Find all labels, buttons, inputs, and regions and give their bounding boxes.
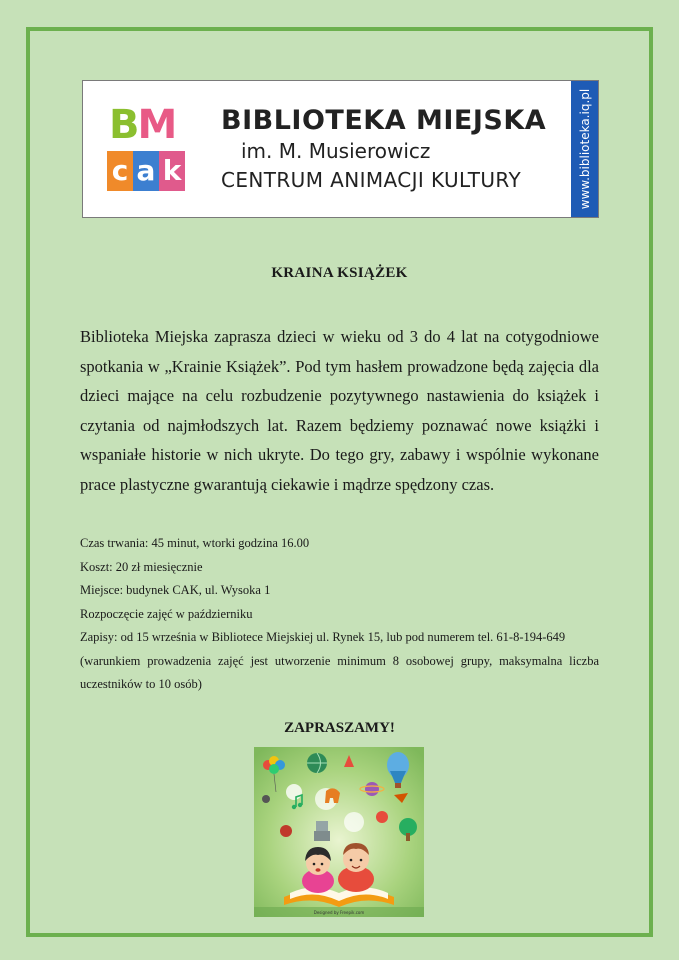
planet-icon	[365, 782, 379, 796]
page-title: KRAINA KSIĄŻEK	[271, 265, 408, 281]
bm-cak-logo	[107, 102, 197, 197]
detail-signup: Zapisy: od 15 września w Bibliotece Miejskiej ul. Rynek 15, lub pod numerem tel. 61-8-194-649	[80, 630, 566, 644]
detail-start: Rozpoczęcie zajęć w październiku	[80, 606, 253, 621]
logo-cak	[107, 151, 185, 191]
org-name-line3: CENTRUM ANIMACJI KULTURY	[221, 168, 522, 192]
website-url: www.biblioteka.iq.pl	[577, 88, 592, 210]
pirate-icon	[262, 795, 270, 803]
flower-icon	[376, 811, 388, 823]
detail-note: (warunkiem prowadzenia zajęć jest utworzenie minimum 8 osobowej grupy, maksymalna liczba uczestników to 10 osób)	[80, 653, 599, 691]
illustration-credit: Designed by Freepik.com	[313, 910, 365, 915]
organization-name	[221, 105, 546, 195]
detail-cost: Koszt: 20 zł miesięcznie	[80, 559, 203, 574]
logo-letter-c: c	[107, 151, 133, 191]
detail-place: Miejsce: budynek CAK, ul. Wysoka 1	[80, 583, 271, 597]
website-side-bar	[571, 81, 598, 217]
ladybug-icon	[280, 825, 292, 837]
logo-letter-a: a	[133, 151, 159, 191]
robot-icon	[314, 821, 330, 841]
event-details	[80, 532, 599, 696]
detail-duration: Czas trwania: 45 minut, wtorki godzina 16.00	[80, 536, 310, 550]
org-name-line2: im. M. Musierowicz	[241, 139, 431, 163]
invitation-heading: ZAPRASZAMY!	[284, 720, 395, 736]
library-header-banner	[82, 80, 599, 218]
intro-paragraph: Biblioteka Miejska zaprasza dzieci w wieku od 3 do 4 lat na cotygodniowe spotkania w „Krainie Książek”. Pod tym hasłem prowadzone będą zajęcia dla dzieci mające na celu rozbudzenie pozytywnego nastawienia do książek i czytania od najmłodszych lat. Razem będziemy poznawać nowe książki i wspaniałe historie w nich ukryte. Do tego gry, zabawy i wspólnie wykonane prace plastyczne gwarantują ciekawie i mądrze spędzony czas.	[80, 327, 599, 494]
children-reading-illustration	[254, 747, 424, 917]
org-name-line1: BIBLIOTEKA MIEJSKA	[221, 105, 547, 136]
logo-bm: BM	[109, 102, 176, 148]
logo-letter-k: k	[159, 151, 185, 191]
